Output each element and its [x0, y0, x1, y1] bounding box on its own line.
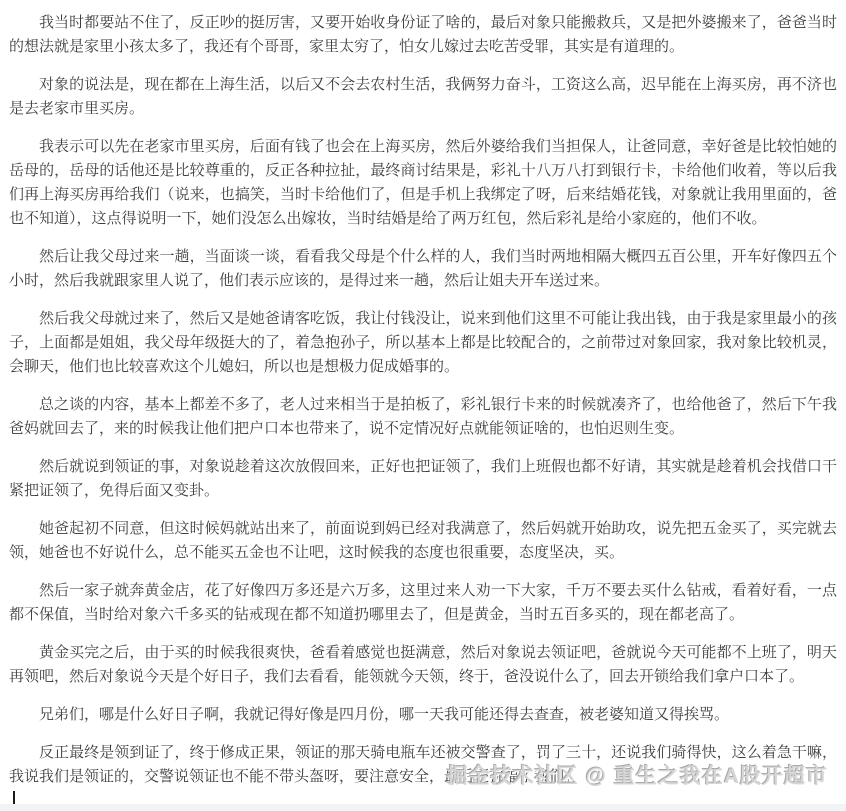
paragraph: 我表示可以先在老家市里买房，后面有钱了也会在上海买房，然后外婆给我们当担保人，让爸同意，幸好爸是比较怕她的岳母的，岳母的话他还是比较尊重的，反正各种拉扯，最终商讨结果是，彩礼十八万八打到银行卡，卡给他们收着，等以后我们再上海买房再给我们（说来，也搞笑，当时卡给他们了，但是手机上我绑定了呀，后来结婚花钱，对象就让我用里面的，爸也不知道），这点得说明一下，她们没怎么出嫁妆，当时结婚是给了两万红包，然后彩礼是给小家庭的，他们不收。: [9, 138, 837, 227]
paragraph: 然后让我父母过来一趟，当面谈一谈，看看我父母是个什么样的人，我们当时两地相隔大概四五百公里，开车好像四五个小时，然后我就跟家里人说了，他们表示应该的，是得过来一趟，然后让姐夫开车送过来。: [9, 248, 837, 289]
paragraph: 然后就说到领证的事，对象说趁着这次放假回来，正好也把证领了，我们上班假也都不好请，其实就是趁着机会找借口干紧把证领了，免得后面又变卦。: [9, 458, 837, 499]
paragraph: 她爸起初不同意，但这时候妈就站出来了，前面说到妈已经对我满意了，然后妈就开始助攻，说先把五金买了，买完就去领，她爸也不好说什么，总不能买五金也不让吧，这时候我的态度也很重要，态度坚决，买。: [9, 520, 837, 561]
paragraph: 黄金买完之后，由于买的时候我很爽快，爸看着感觉也挺满意，然后对象说去领证吧，爸就说今天可能都不上班了，明天再领吧，然后对象说今天是个好日子，我们去看看，能领就今天领，终于，爸没说什么了，回去开锁给我们拿户口本了。: [9, 644, 837, 685]
paragraph: 兄弟们，哪是什么好日子啊，我就记得好像是四月份，哪一天我可能还得去查查，被老婆知道又得挨骂。: [39, 706, 730, 723]
paragraph: 我当时都要站不住了，反正吵的挺厉害，又要开始收身份证了啥的，最后对象只能搬救兵，又是把外婆搬来了，爸爸当时的想法就是家里小孩太多了，我还有个哥哥，家里太穷了，怕女儿嫁过去吃苦受罪，其实是有道理的。: [9, 14, 837, 55]
paragraph: 然后一家子就奔黄金店，花了好像四万多还是六万多，这里过来人劝一下大家，千万不要去买什么钻戒，看着好看，一点都不保值，当时给对象六千多买的钻戒现在都不知道扔哪里去了，但是黄金，当时五百多买的，现在都老高了。: [9, 582, 837, 623]
watermark: 掘金技术社区 @ 重生之我在A股开超市: [446, 765, 828, 788]
paragraph: 总之谈的内容，基本上都差不多了，老人过来相当于是拍板了，彩礼银行卡来的时候就凑齐了，也给他爸了，然后下午我爸妈就回去了，来的时候我让他们把户口本也带来了，说不定情况好点就能领证啥的，也怕迟则生变。: [9, 396, 837, 437]
paragraph: 反正最终是领到证了，终于修成正果，领证的那天骑电瓶车还被交警查了，罚了三十，还说我们骑得快，这么着急干嘛，我说我们是领证的，交警说领证也不能不带头盔呀，要注意安全，最后还祝福了我们。: [9, 744, 837, 785]
paragraph: 对象的说法是，现在都在上海生活，以后又不会去农村生活，我俩努力奋斗，工资这么高，迟早能在上海买房，再不济也是去老家市里买房。: [9, 76, 837, 117]
bottom-bar: [0, 804, 846, 811]
paragraph: 然后我父母就过来了，然后又是她爸请客吃饭，我让付钱没让，说来到他们这里不可能让我出钱，由于我是家里最小的孩子，上面都是姐姐，我父母年级挺大的了，着急抱孙子，所以基本上都是比较配合的，之前带过对象回家，我对象比较机灵，会聊天，他们也比较喜欢这个儿媳妇，所以也是想极力促成婚事的。: [9, 310, 837, 375]
